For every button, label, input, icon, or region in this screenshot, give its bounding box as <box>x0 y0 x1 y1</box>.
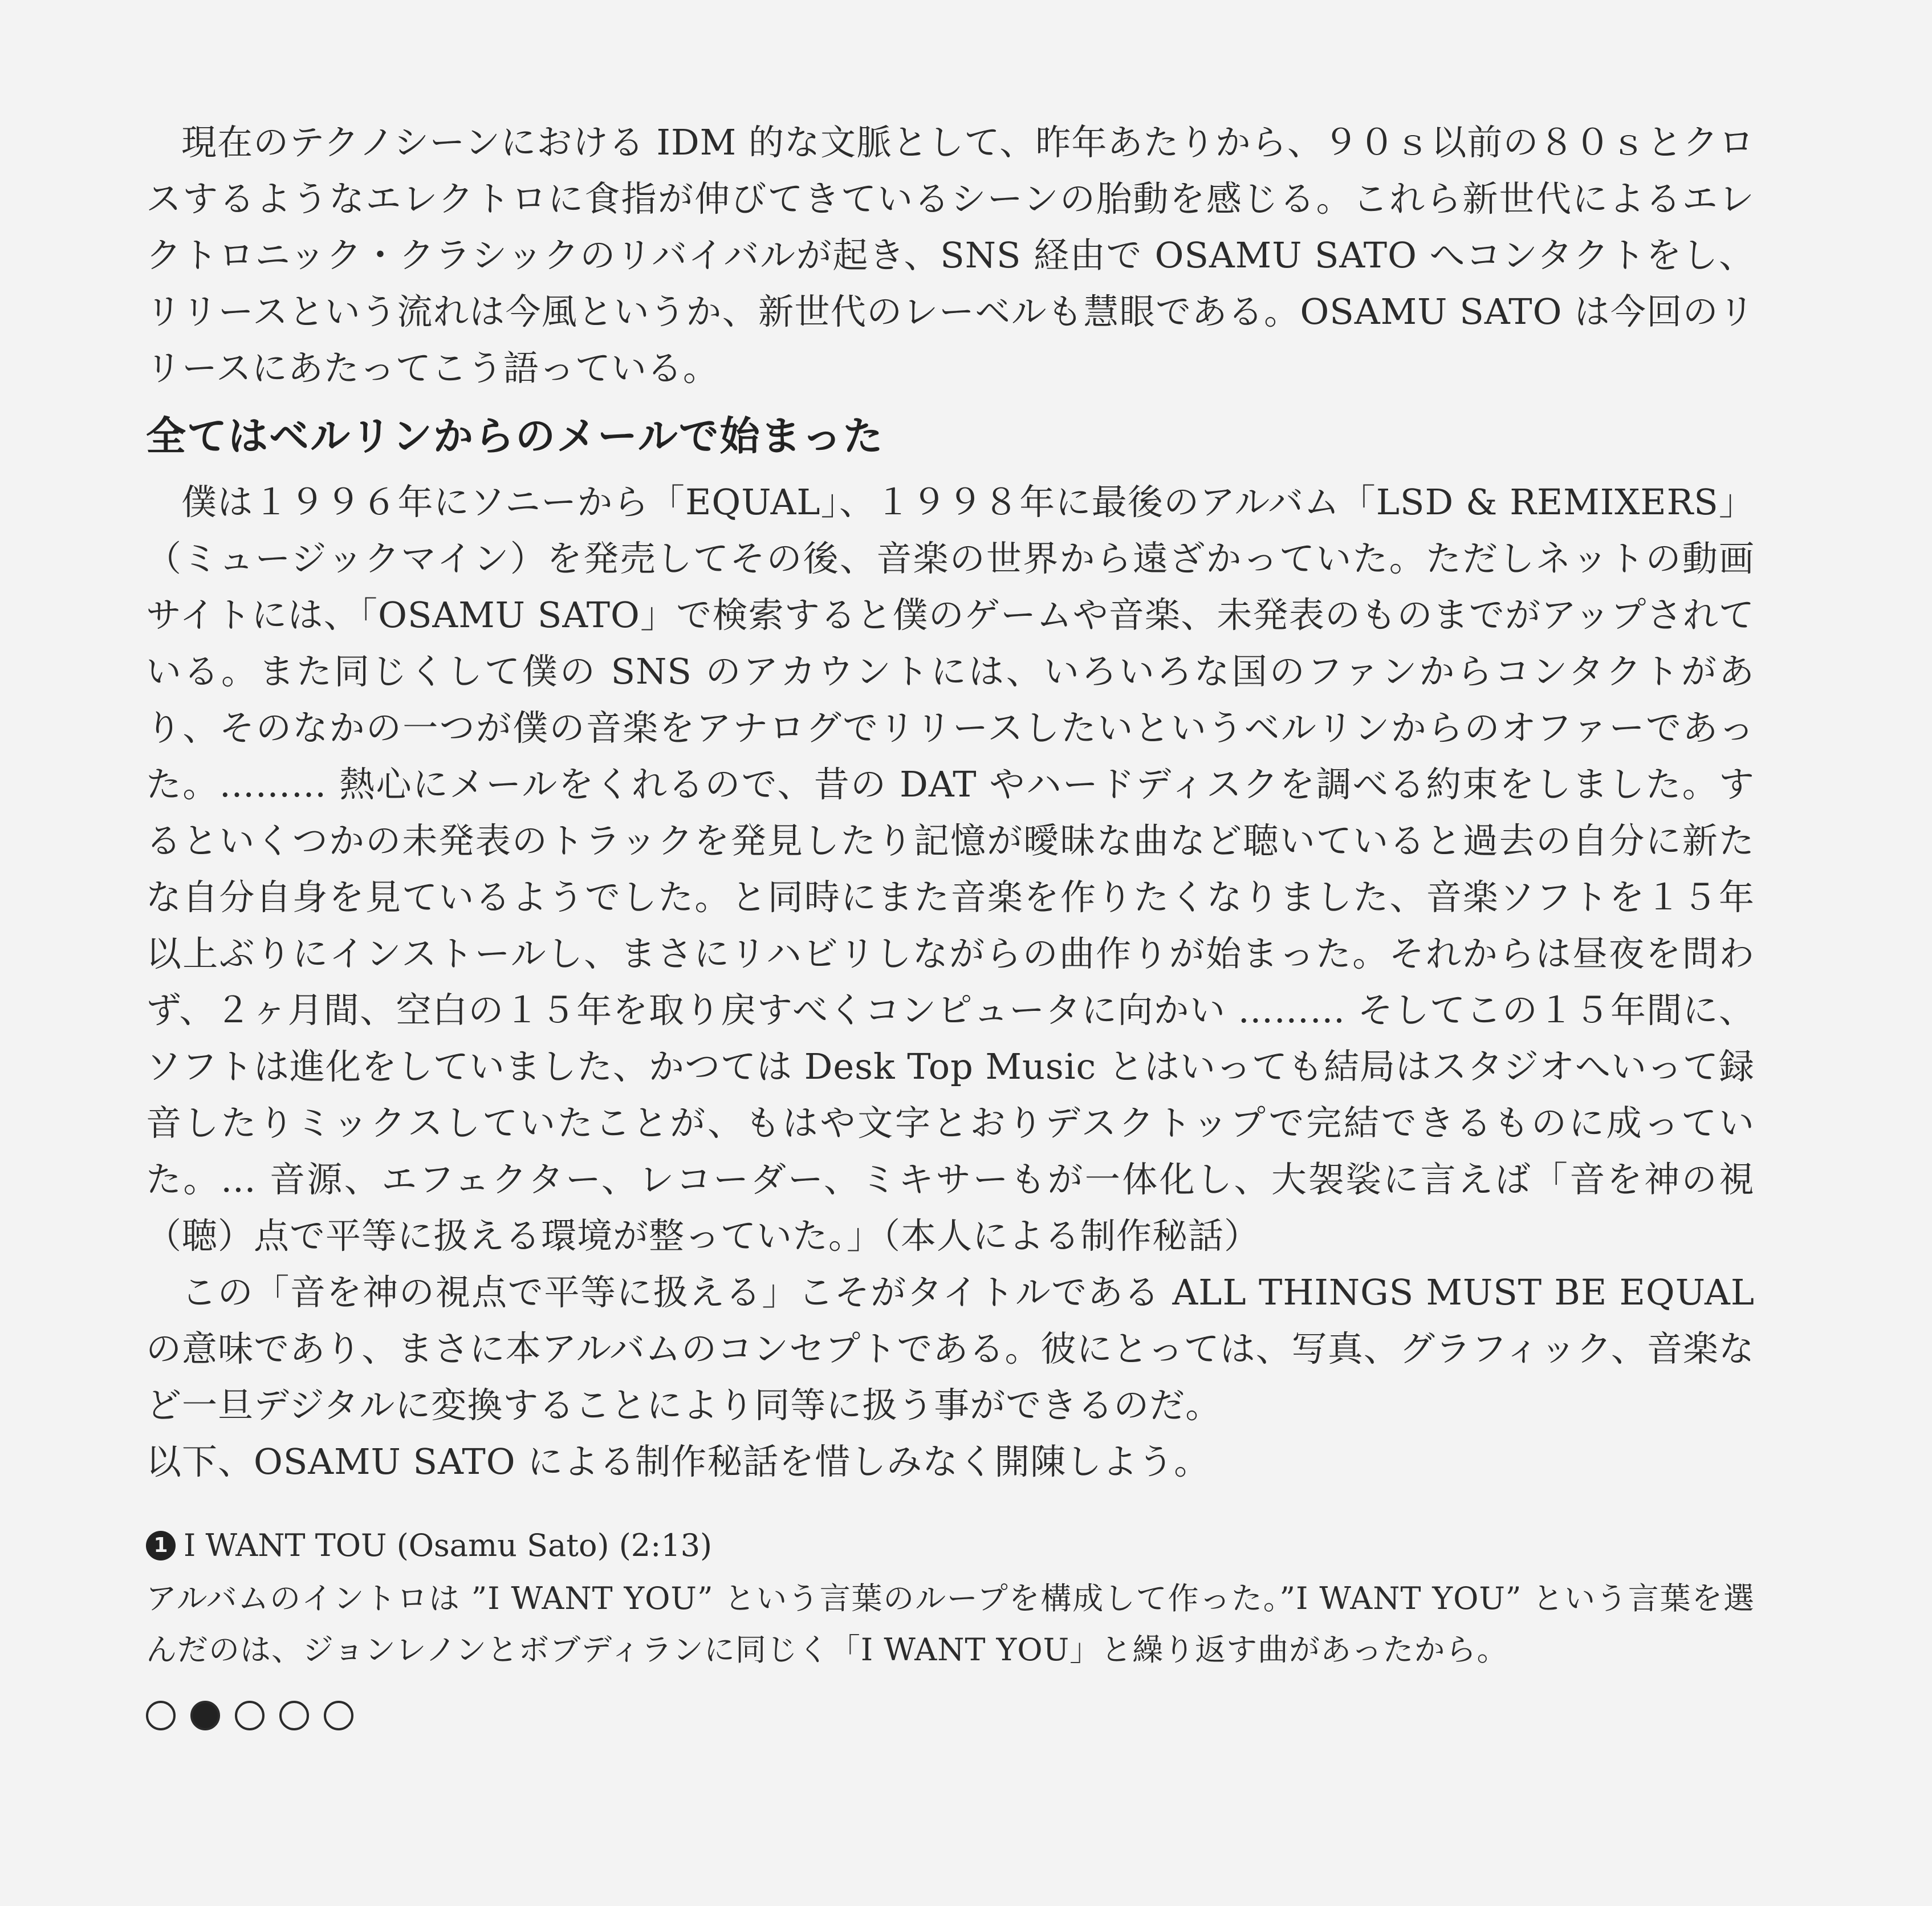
track-entry <box>146 1522 1755 1676</box>
track-title: I WANT TOU (Osamu Sato) (2:13) <box>184 1527 713 1563</box>
concept-paragraph: この「音を神の視点で平等に扱える」こそがタイトルである ALL THINGS MUST BE EQUAL の意味であり、まさに本アルバムのコンセプトである。彼にとっては、写真、グラフィック、音楽など一旦デジタルに変換することにより同等に扱う事ができるのだ。 <box>146 1271 1755 1426</box>
track-description: アルバムのイントロは ”I WANT YOU” という言葉のループを構成して作った。”I WANT YOU” という言葉を選んだのは、ジョンレノンとボブディランに同じく「I WANT YOU」と繰り返す曲があったから。 <box>146 1580 1755 1668</box>
rating-dot-2 <box>190 1701 220 1730</box>
rating-dot-1 <box>146 1701 176 1730</box>
intro-paragraph: 現在のテクノシーンにおける IDM 的な文脈として、昨年あたりから、９０ｓ以前の８０ｓとクロスするようなエレクトロに食指が伸びてきているシーンの胎動を感じる。これら新世代によるエレクトロニック・クラシックのリバイバルが起き、SNS 経由で OSAMU SATO へコンタクトをし、リリースという流れは今風というか、新世代のレーベルも慧眼である。OSAMU SATO は今回のリリースにあたってこう語っている。 <box>146 121 1755 389</box>
rating-dot-3 <box>235 1701 265 1730</box>
rating-dot-5 <box>324 1701 353 1730</box>
track-heading <box>146 1522 1755 1570</box>
section-heading: 全てはベルリンからのメールで始まった <box>146 413 884 460</box>
closing-paragraph: 以下、OSAMU SATO による制作秘話を惜しみなく開陳しよう。 <box>146 1441 1210 1482</box>
quote-paragraph: 僕は１９９６年にソニーから「EQUAL」、１９９８年に最後のアルバム「LSD & REMIXERS」（ミュージックマイン）を発売してその後、音楽の世界から遠ざかっていた。ただしネットの動画サイトには、「OSAMU SATO」で検索すると僕のゲームや音楽、未発表のものまでがアップされている。また同じくして僕の SNS のアカウントには、いろいろな国のファンからコンタクトがあり、そのなかの一つが僕の音楽をアナログでリリースしたいというベルリンからのオファーであった。……… 熱心にメールをくれるので、昔の DAT やハードディスクを調べる約束をしました。するといくつかの未発表のトラックを発見したり記憶が曖昧な曲など聴いていると過去の自分に新たな自分自身を見ているようでした。と同時にまた音楽を作りたくなりました、音楽ソフトを１５年以上ぶりにインストールし、まさにリハビリしながらの曲作りが始まった。それからは昼夜を問わず、２ヶ月間、空白の１５年を取り戻すべくコンピュータに向かい ……… そしてこの１５年間に、ソフトは進化をしていました、かつては Desk Top Music とはいっても結局はスタジオへいって録音したりミックスしていたことが、もはや文字とおりデスクトップで完結できるものに成っていた。… 音源、エフェクター、レコーダー、ミキサーもが一体化し、大袈裟に言えば「音を神の視（聴）点で平等に扱える環境が整っていた。」（本人による制作秘話） <box>146 481 1755 1257</box>
article-page <box>146 114 1755 1730</box>
track-number-badge: 1 <box>146 1531 176 1560</box>
rating-dot-4 <box>279 1701 309 1730</box>
rating-dots <box>146 1701 1755 1730</box>
